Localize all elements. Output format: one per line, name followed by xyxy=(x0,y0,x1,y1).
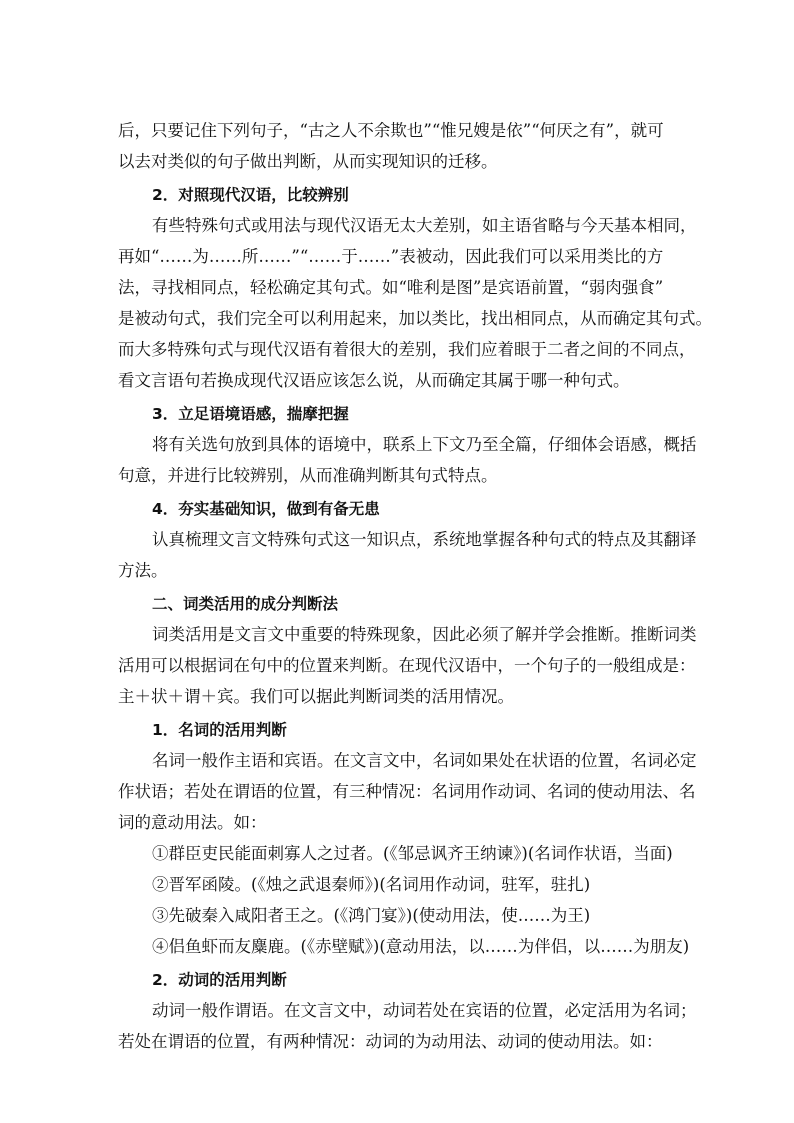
text-line: 有些特殊句式或用法与现代汉语无太大差别，如主语省略与今天基本相同， xyxy=(152,216,697,235)
text-line: ④侣鱼虾而友麋鹿。(《赤壁赋》)(意动用法，以……为伴侣，以……为朋友) xyxy=(152,937,690,956)
section-heading: 二、词类活用的成分判断法 xyxy=(152,595,339,613)
section-heading: 2．动词的活用判断 xyxy=(152,971,287,989)
section-heading: 2．对照现代汉语，比较辨别 xyxy=(152,186,349,204)
text-line: 句意，并进行比较辨别，从而准确判断其句式特点。 xyxy=(118,466,498,485)
text-line: 词类活用是文言文中重要的特殊现象，因此必须了解并学会推断。推断词类 xyxy=(152,625,697,644)
text-line: ②晋军函陵。(《烛之武退秦师》)(名词用作动词，驻军，驻扎) xyxy=(152,875,591,894)
text-line: 再如“……为……所……”“……于……”表被动，因此我们可以采用类比的方 xyxy=(118,247,664,266)
text-line: 将有关选句放到具体的语境中，联系上下文乃至全篇，仔细体会语感，概括 xyxy=(152,435,697,454)
text-line: 看文言语句若换成现代汉语应该怎么说，从而确定其属于哪一种句式。 xyxy=(118,371,630,390)
text-line: 主＋状＋谓＋宾。我们可以据此判断词类的活用情况。 xyxy=(118,687,514,706)
section-heading: 4．夯实基础知识，做到有备无患 xyxy=(152,500,380,518)
text-line: 作状语；若处在谓语的位置，有三种情况：名词用作动词、名词的使动用法、名 xyxy=(118,782,696,801)
text-line: 是被动句式，我们完全可以利用起来，加以类比，找出相同点，从而确定其句式。 xyxy=(118,309,712,328)
text-line: 而大多特殊句式与现代汉语有着很大的差别，我们应着眼于二者之间的不同点， xyxy=(118,340,696,359)
text-line: 活用可以根据词在句中的位置来判断。在现代汉语中，一个句子的一般组成是： xyxy=(118,656,696,675)
text-line: 名词一般作主语和宾语。在文言文中，名词如果处在状语的位置，名词必定 xyxy=(152,751,697,770)
text-line: 以去对类似的句子做出判断，从而实现知识的迁移。 xyxy=(118,152,498,171)
text-line: 词的意动用法。如： xyxy=(118,813,267,832)
text-line: 认真梳理文言文特殊句式这一知识点，系统地掌握各种句式的特点及其翻译 xyxy=(152,530,697,549)
text-line: 方法。 xyxy=(118,561,168,580)
section-heading: 1．名词的活用判断 xyxy=(152,721,287,739)
section-heading: 3．立足语境语感，揣摩把握 xyxy=(152,405,349,423)
text-line: ③先破秦入咸阳者王之。(《鸿门宴》)(使动用法，使……为王) xyxy=(152,906,591,925)
text-line: ①群臣吏民能面刺寡人之过者。(《邹忌讽齐王纳谏》)(名词作状语，当面) xyxy=(152,844,673,863)
text-line: 法，寻找相同点，轻松确定其句式。如“唯利是图”是宾语前置，“弱肉强食” xyxy=(118,278,664,297)
text-line: 若处在谓语的位置，有两种情况：动词的为动用法、动词的使动用法。如： xyxy=(118,1032,663,1051)
text-line: 动词一般作谓语。在文言文中，动词若处在宾语的位置，必定活用为名词； xyxy=(152,1001,697,1020)
text-line: 后，只要记住下列句子，“古之人不余欺也”“惟兄嫂是依”“何厌之有”，就可 xyxy=(118,121,664,140)
